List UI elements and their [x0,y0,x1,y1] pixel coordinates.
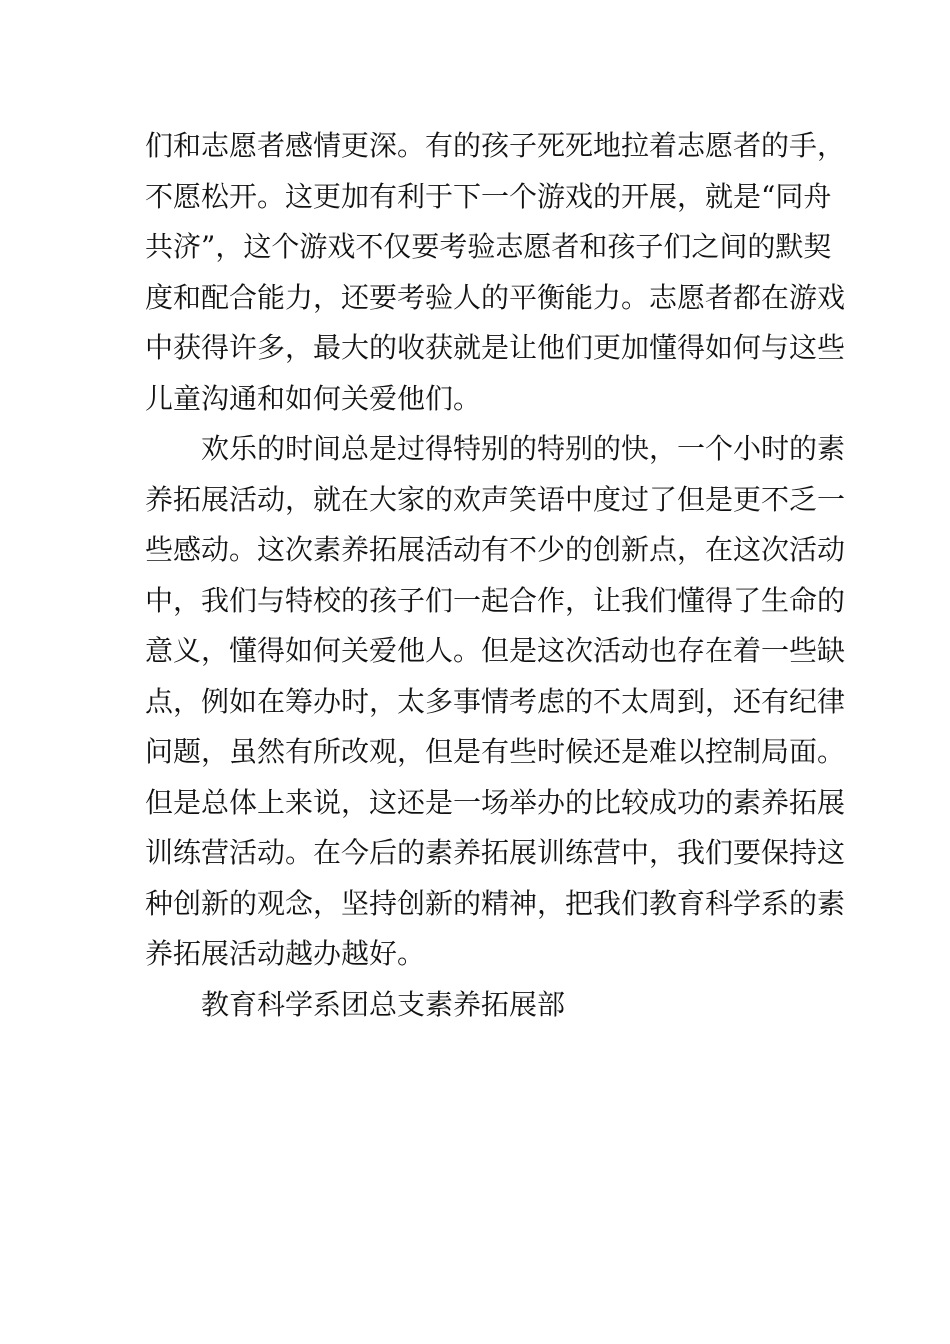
text-line: 养拓展活动，就在大家的欢声笑语中度过了但是更不乏一 [145,482,846,516]
signature: 教育科学系团总支素养拓展部 [201,987,566,1021]
text-line: 但是总体上来说，这还是一场举办的比较成功的素养拓展 [145,785,846,819]
text-line: 欢乐的时间总是过得特别的特别的快，一个小时的素 [201,432,846,465]
text-line: 不愿松开。这更加有利于下一个游戏的开展，就是“同舟 [145,179,832,213]
text-line: 些感动。这次素养拓展活动有不少的创新点，在这次活动 [145,533,846,566]
text-line: 养拓展活动越办越好。 [145,937,426,970]
text-line: 儿童沟通和如何关爱他们。 [145,381,482,415]
document-body [145,121,846,1030]
paragraph-1 [145,121,846,424]
paragraph-2 [145,424,846,980]
text-line: 种创新的观念，坚持创新的精神，把我们教育科学系的素 [145,886,846,920]
text-line: 度和配合能力，还要考验人的平衡能力。志愿者都在游戏 [145,280,846,314]
text-line: 共济”，这个游戏不仅要考验志愿者和孩子们之间的默契 [145,230,832,263]
text-line: 意义，懂得如何关爱他人。但是这次活动也存在着一些缺 [145,634,846,667]
text-line: 们和志愿者感情更深。有的孩子死死地拉着志愿者的手， [145,129,846,162]
text-line: 训练营活动。在今后的素养拓展训练营中，我们要保持这 [145,836,846,869]
text-line: 中，我们与特校的孩子们一起合作，让我们懂得了生命的 [145,583,846,617]
text-line: 问题，虽然有所改观，但是有些时候还是难以控制局面。 [145,735,846,768]
text-line: 中获得许多，最大的收获就是让他们更加懂得如何与这些 [145,331,846,364]
text-line: 点，例如在筹办时，太多事情考虑的不太周到，还有纪律 [145,684,846,718]
